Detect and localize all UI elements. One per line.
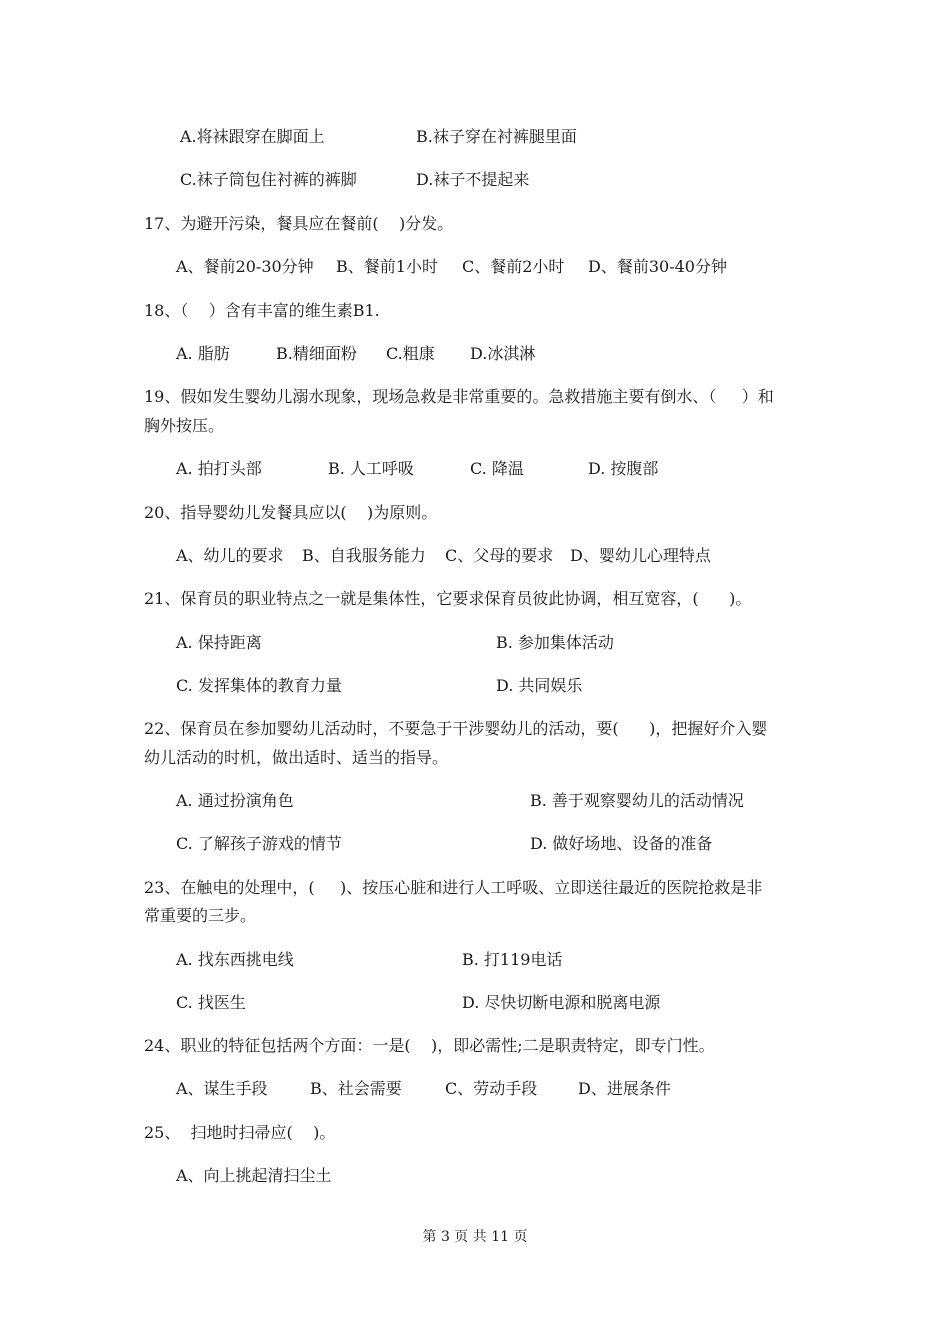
q16-option-a: A.将袜跟穿在脚面上 — [180, 127, 325, 146]
q18-option-c: C.粗康 — [386, 344, 435, 363]
q16-option-b: B.袜子穿在衬裤腿里面 — [416, 127, 577, 146]
q18-stem: 18、（ ）含有丰富的维生素B1. — [144, 301, 380, 320]
page-footer: 第 3 页 共 11 页 — [422, 1229, 528, 1245]
q24-option-b: B、社会需要 — [310, 1079, 402, 1098]
q21-stem: 21、保育员的职业特点之一就是集体性，它要求保育员彼此协调，相互宽容，( )。 — [144, 589, 752, 608]
q22-stem-line1: 22、保育员在参加婴幼儿活动时，不要急于干涉婴幼儿的活动，要( )，把握好介入婴 — [144, 719, 768, 738]
q21-option-a: A. 保持距离 — [176, 633, 262, 652]
q25-option-a: A、向上挑起清扫尘土 — [176, 1166, 332, 1185]
q19-option-b: B. 人工呼吸 — [328, 459, 414, 478]
q22-option-a: A. 通过扮演角色 — [176, 791, 294, 810]
q24-option-d: D、进展条件 — [578, 1079, 671, 1098]
q23-option-b: B. 打119电话 — [462, 950, 563, 969]
q21-option-c: C. 发挥集体的教育力量 — [176, 676, 342, 695]
q25-stem: 25、 扫地时扫帚应( )。 — [144, 1123, 336, 1142]
q21-option-d: D. 共同娱乐 — [496, 676, 583, 695]
q24-option-a: A、谋生手段 — [176, 1079, 268, 1098]
q19-stem-line1: 19、假如发生婴幼儿溺水现象，现场急救是非常重要的。急救措施主要有倒水、（ ）和 — [144, 387, 774, 406]
q20-option-d: D、婴幼儿心理特点 — [570, 546, 711, 565]
q23-option-a: A. 找东西挑电线 — [176, 950, 294, 969]
q16-option-c: C.袜子筒包住衬裤的裤脚 — [180, 170, 357, 189]
q24-stem: 24、职业的特征包括两个方面：一是( )，即必需性;二是职责特定，即专门性。 — [144, 1036, 715, 1055]
q16-option-d: D.袜子不提起来 — [416, 170, 530, 189]
q17-option-b: B、餐前1小时 — [336, 257, 438, 276]
q17-stem: 17、为避开污染，餐具应在餐前( )分发。 — [144, 214, 454, 233]
q22-option-d: D. 做好场地、设备的准备 — [530, 834, 713, 853]
q17-option-a: A、餐前20-30分钟 — [176, 257, 314, 276]
q22-option-b: B. 善于观察婴幼儿的活动情况 — [530, 791, 744, 810]
q20-option-b: B、自我服务能力 — [302, 546, 426, 565]
q20-stem: 20、指导婴幼儿发餐具应以( )为原则。 — [144, 503, 438, 522]
q21-option-b: B. 参加集体活动 — [496, 633, 614, 652]
q19-option-c: C. 降温 — [470, 459, 524, 478]
q23-option-c: C. 找医生 — [176, 993, 246, 1012]
q24-option-c: C、劳动手段 — [445, 1079, 538, 1098]
q17-option-c: C、餐前2小时 — [462, 257, 565, 276]
q23-stem-line1: 23、在触电的处理中，( )、按压心脏和进行人工呼吸、立即送往最近的医院抢救是非 — [144, 878, 763, 897]
q19-option-d: D. 按腹部 — [588, 459, 659, 478]
q23-option-d: D. 尽快切断电源和脱离电源 — [462, 993, 661, 1012]
q22-option-c: C. 了解孩子游戏的情节 — [176, 834, 342, 853]
q22-stem-line2: 幼儿活动的时机，做出适时、适当的指导。 — [144, 748, 449, 767]
q17-option-d: D、餐前30-40分钟 — [588, 257, 727, 276]
q18-option-b: B.精细面粉 — [276, 344, 357, 363]
q19-option-a: A. 拍打头部 — [176, 459, 262, 478]
q18-option-a: A. 脂肪 — [176, 344, 230, 363]
q20-option-c: C、父母的要求 — [445, 546, 554, 565]
q19-stem-line2: 胸外按压。 — [144, 416, 225, 435]
q23-stem-line2: 常重要的三步。 — [144, 906, 257, 925]
q18-option-d: D.冰淇淋 — [470, 344, 536, 363]
q20-option-a: A、幼儿的要求 — [176, 546, 284, 565]
